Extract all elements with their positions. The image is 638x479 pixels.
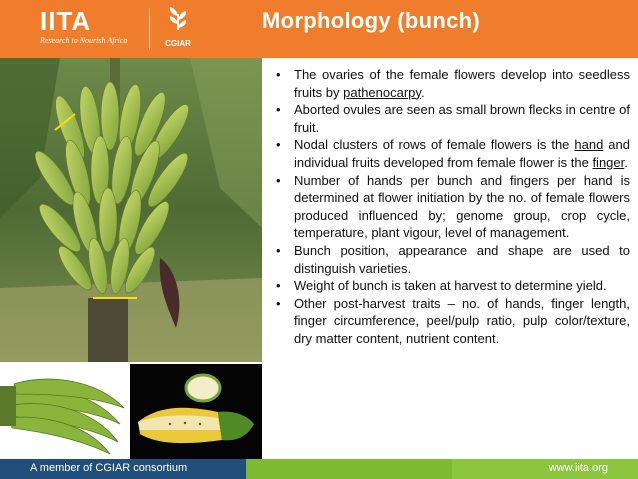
bullet-text-end: .: [624, 154, 628, 170]
banana-hand-photo: [0, 364, 128, 459]
iita-wordmark: IITA: [40, 6, 92, 36]
banana-bunch-photo: [0, 58, 262, 362]
bullet-item: [272, 66, 630, 101]
bullet-item: [272, 136, 630, 171]
bullet-text: Bunch position, appearance and shape are used to distinguish varieties.: [294, 242, 630, 276]
bullet-text: Nodal clusters of rows of female flowers is the: [294, 137, 575, 153]
cgiar-wordmark: CGIAR: [165, 39, 191, 48]
cgiar-leaf-icon: [163, 6, 193, 32]
bullet-item: [272, 172, 630, 242]
footer-bar: [0, 459, 638, 479]
term-finger: finger: [592, 154, 625, 170]
bullet-item: [272, 295, 630, 348]
iita-logo: [40, 8, 127, 45]
banana-cross-section-photo: [130, 364, 262, 459]
footer-consortium-text: A member of CGIAR consortium: [30, 462, 188, 474]
footer-mid-panel: [246, 459, 452, 479]
bullet-item: [272, 277, 630, 295]
bullet-text: Other post-harvest traits – no. of hands, finger length, finger circumference, peel/pulp ratio, pulp color/texture, dry matter content, nutrient content.: [294, 295, 630, 346]
bullet-text: Weight of bunch is taken at harvest to determine yield.: [294, 278, 607, 294]
bullet-item: [272, 242, 630, 277]
bullet-item: [272, 101, 630, 136]
term-pathenocarpy: pathenocarpy: [343, 84, 421, 100]
page-title: Morphology (bunch): [262, 8, 481, 33]
bullet-text-end: .: [420, 84, 425, 100]
footer-website-link[interactable]: www.iita.org: [548, 462, 608, 474]
bullet-text: Number of hands per bunch and fingers per hand is determined at flower initiation by the no. of female flowers produced influenced by; genome group, crop cycle, temperature, plant vigour, level of management.: [294, 172, 630, 241]
footer-right-panel: [452, 459, 638, 479]
bullet-text: Aborted ovules are seen as small brown flecks in centre of fruit.: [294, 102, 631, 135]
bullet-text-mid: and individual fruits developed from female flower is the: [294, 137, 630, 170]
logo-divider: [149, 8, 150, 50]
bullet-list: [272, 66, 630, 348]
iita-tagline: Research to Nourish Africa: [40, 36, 128, 45]
header-bar: [0, 0, 638, 58]
cgiar-logo: [158, 6, 198, 48]
bullet-text: The ovaries of the female flowers develop into seedless fruits by: [294, 67, 630, 100]
term-hand: hand: [574, 137, 604, 153]
